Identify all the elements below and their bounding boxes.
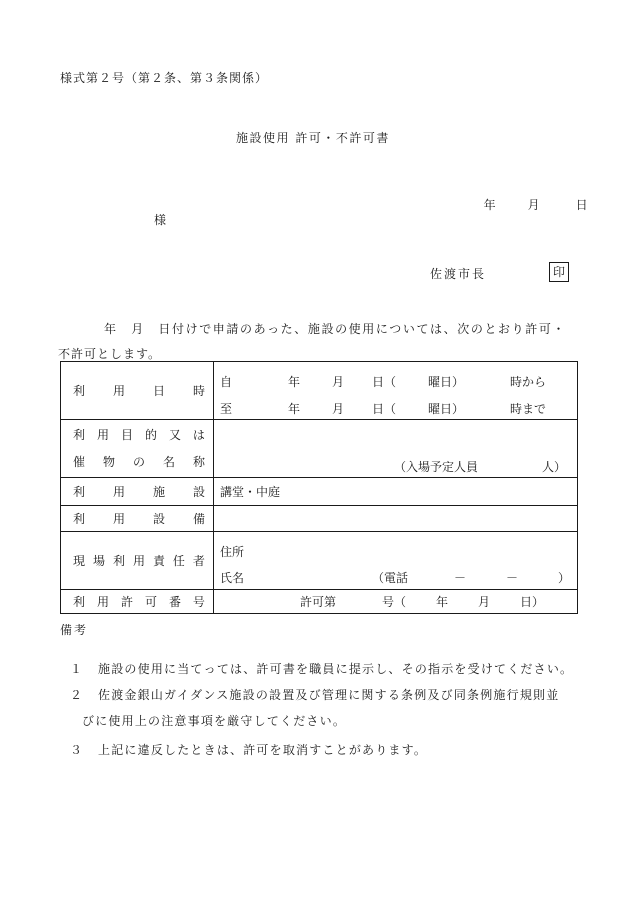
value-equipment[interactable] [214,506,578,532]
table-row-facility [61,478,578,506]
label-char: 番 [168,594,181,609]
label-char: 用 [112,484,125,499]
label-facility [61,478,214,506]
note-text: びに使用上の注意事項を厳守してください。 [82,714,347,728]
label-char: 利 [112,553,125,568]
from-month: 月 [332,375,345,389]
label-char: 設 [152,511,165,526]
form-number-label: 様式第２号（第２条、第３条関係） [60,71,269,85]
from-time: 時から [510,375,547,389]
label-char: 的 [144,428,157,442]
permit-year: 年 [436,595,449,609]
label-char: 利 [73,594,86,609]
phone-dash-2: － [506,571,519,585]
note-text: 佐渡金銀山ガイダンス施設の設置及び管理に関する条例及び同条例施行規則並 [98,688,560,702]
attendance-close: 人） [542,460,567,474]
from-year: 年 [288,375,301,389]
value-facility[interactable] [214,478,578,506]
label-char: 物 [102,455,115,469]
label-char: 催 [73,455,86,469]
from-weekday: 曜日） [428,375,465,389]
value-purpose[interactable] [214,420,578,478]
note-text: 施設の使用に当てっては、許可書を職員に提示し、その指示を受けてください。 [98,662,574,676]
label-char: 施 [152,484,165,499]
label-equipment [61,506,214,532]
to-day: 日（ [372,402,397,416]
label-char: 現 [73,553,86,568]
label-char: 用 [132,553,145,568]
table-row-usage-datetime [61,362,578,420]
label-responsible-person [61,532,214,590]
attendance-label: （入場予定人員 [394,460,479,474]
table-row-equipment [61,506,578,532]
label-char: 利 [73,428,86,442]
label-char: 又 [168,428,181,442]
date-day: 日 [575,198,588,212]
facility-value: 講堂・中庭 [220,485,281,499]
table-row-permit-number [61,590,578,614]
note-item [72,703,346,727]
label-char: 用 [112,511,125,526]
label-char: 目 [120,428,133,442]
to-month: 月 [332,402,345,416]
phone-close: ） [558,571,571,585]
intro-line-1: 年 月 日付けで申請のあった、施設の使用については、次のとおり許可・ [104,322,567,336]
label-char: 時 [192,383,205,398]
label-char: 名 [162,455,175,469]
label-permit-number [61,590,214,614]
note-number: ２ [70,688,84,702]
to-prefix: 至 [220,402,233,416]
note-item [60,651,573,675]
label-char: 利 [73,511,86,526]
issue-date [476,187,588,211]
from-day: 日（ [372,375,397,389]
equipment-value [214,512,220,526]
issuer-name: 佐渡市長 [430,267,487,281]
label-char: 者 [192,553,205,568]
label-purpose [61,420,214,478]
label-char: 利 [73,383,86,398]
label-char: 用 [112,383,125,398]
permit-number-suffix: 号（ [382,595,407,609]
notes-heading: 備考 [60,623,89,637]
label-char: 号 [192,594,205,609]
phone-label: （電話 [372,571,409,585]
date-year: 年 [483,198,496,212]
addressee-suffix: 様 [154,213,167,227]
value-responsible-person[interactable] [214,532,578,590]
permit-month: 月 [478,595,491,609]
label-char: 日 [152,383,165,398]
permit-detail-table [60,361,578,614]
from-prefix: 自 [220,375,233,389]
table-row-purpose [61,420,578,478]
note-text: 上記に違反したときは、許可を取消すことがあります。 [98,743,428,757]
label-char: 備 [192,511,205,526]
label-char: 称 [192,455,205,469]
label-char: 可 [144,594,157,609]
note-number: ３ [70,743,84,757]
note-item [60,732,427,756]
label-usage-datetime [61,362,214,420]
to-year: 年 [288,402,301,416]
label-char: 任 [172,553,185,568]
document-title: 施設使用 許可・不許可書 [236,131,390,145]
permit-prefix: 許可第 [300,595,337,609]
seal-stamp: 印 [549,262,569,282]
label-char: 場 [92,553,105,568]
to-weekday: 曜日） [428,402,465,416]
permit-day: 日） [520,595,545,609]
value-usage-datetime[interactable] [214,362,578,420]
label-char: 利 [73,484,86,499]
name-label: 氏名 [220,571,245,585]
phone-dash-1: － [454,571,467,585]
note-item [60,677,559,701]
label-char: 設 [192,484,205,499]
label-char: は [192,428,205,442]
table-row-responsible-person [61,532,578,590]
address-label: 住所 [220,545,245,559]
label-char: の [132,455,145,469]
label-char: 用 [96,594,109,609]
label-char: 責 [152,553,165,568]
label-char: 用 [96,428,109,442]
to-time: 時まで [510,402,547,416]
intro-line-2: 不許可とします。 [58,347,162,361]
note-number: １ [70,662,84,676]
date-month: 月 [527,198,540,212]
value-permit-number[interactable] [214,590,578,614]
label-char: 許 [120,594,133,609]
